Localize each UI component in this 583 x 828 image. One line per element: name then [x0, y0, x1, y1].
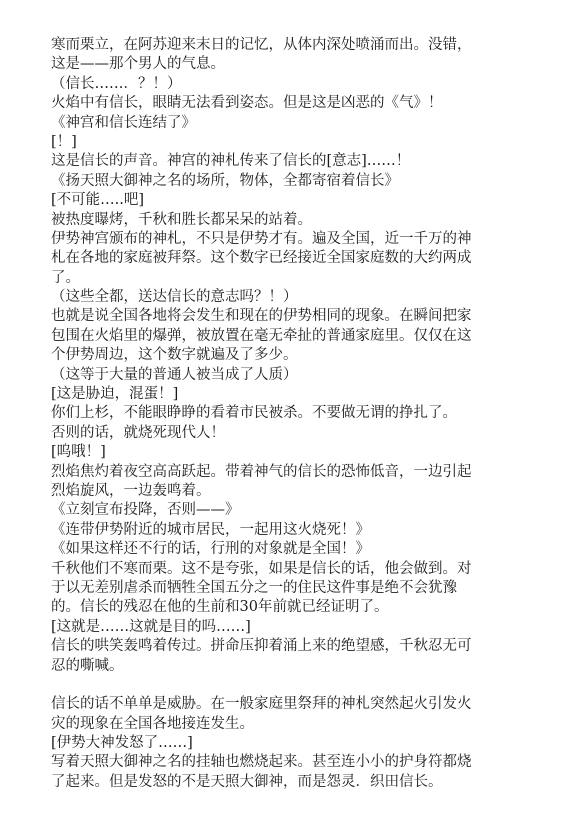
text-line: 忍的嘶喊。 [51, 657, 124, 674]
text-line: 信长的哄笑轰鸣着传过。拼命压抑着涌上来的绝望感，千秋忍无可 [51, 638, 472, 655]
text-line: 《神宫和信长连结了》 [51, 114, 196, 131]
text-line: 于以无差别虐杀而牺牲全国五分之一的住民这件事是绝不会犹豫 [51, 579, 457, 596]
text-line: [！] [51, 133, 77, 150]
text-line: 灾的现象在全国各地接连发生。 [51, 715, 254, 732]
text-line: 这是——那个男人的气息。 [51, 56, 225, 73]
text-line: 寒而栗立，在阿苏迎来末日的记忆，从体内深处喷涌而出。没错， [51, 37, 472, 53]
text-line: 否则的话，就烧死现代人！ [51, 424, 225, 441]
text-line: 火焰中有信长，眼睛无法看到姿态。但是这是凶恶的《气》！ [51, 95, 443, 112]
text-line: 的。信长的残忍在他的生前和30年前就已经证明了。 [51, 599, 389, 616]
text-line: （这等于大量的普通人被当成了人质） [51, 366, 298, 383]
text-line: 个伊势周边，这个数字就遍及了多少。 [51, 347, 298, 364]
text-line: 你们上杉，不能眼睁睁的看着市民被杀。不要做无谓的挣扎了。 [51, 405, 457, 422]
text-line: 了起来。但是发怒的不是天照大御神，而是怨灵．织田信长。 [51, 773, 443, 790]
text-line: 烈焰旋风，一边轰鸣着。 [51, 482, 211, 499]
text-line: 也就是说全国各地将会发生和现在的伊势相同的现象。在瞬间把家 [51, 308, 472, 325]
text-line: 《扬天照大御神之名的场所，物体，全都寄宿着信长》 [51, 172, 399, 189]
text-line: 写着天照大御神之名的挂轴也燃烧起来。甚至连小小的护身符都烧 [51, 754, 472, 771]
text-line: 信长的话不单单是威胁。在一般家庭里祭拜的神札突然起火引发火 [51, 696, 472, 713]
text-line: 《连带伊势附近的城市居民，一起用这火烧死！》 [51, 521, 370, 538]
text-line: [呜哦！] [51, 444, 106, 461]
text-line: （信长……．？！） [51, 75, 182, 92]
text-line: [这是胁迫，混蛋！] [51, 386, 179, 403]
text-line: （这些全都，送达信长的意志吗？！） [51, 289, 298, 306]
text-line: 了。 [51, 269, 80, 286]
text-line: 包围在火焰里的爆弹，被放置在毫无牵扯的普通家庭里。仅仅在这 [51, 327, 472, 344]
text-line: [伊势大神发怒了……] [51, 735, 193, 752]
text-line: 被热度曝烤，千秋和胜长都呆呆的站着。 [51, 211, 312, 228]
text-line: 《如果这样还不行的话，行刑的对象就是全国！》 [51, 541, 370, 558]
text-line: 《立刻宣布投降，否则——》 [51, 502, 240, 519]
blank-line [51, 676, 551, 695]
text-line: 札在各地的家庭被拜祭。这个数字已经接近全国家庭数的大约两成 [51, 250, 472, 267]
text-line: 伊势神宫颁布的神札，不只是伊势才有。遍及全国，近一千万的神 [51, 230, 472, 247]
document-body [51, 36, 551, 792]
text-line: 烈焰焦灼着夜空高高跃起。带着神气的信长的恐怖低音，一边引起 [51, 463, 472, 480]
text-line: 千秋他们不寒而栗。这不是夸张，如果是信长的话，他会做到。对 [51, 560, 472, 577]
text-line: 这是信长的声音。神宫的神札传来了信长的[意志]……！ [51, 153, 411, 170]
text-line: [不可能…..吧] [51, 192, 145, 209]
text-line: [这就是……这就是目的吗……] [51, 618, 251, 635]
